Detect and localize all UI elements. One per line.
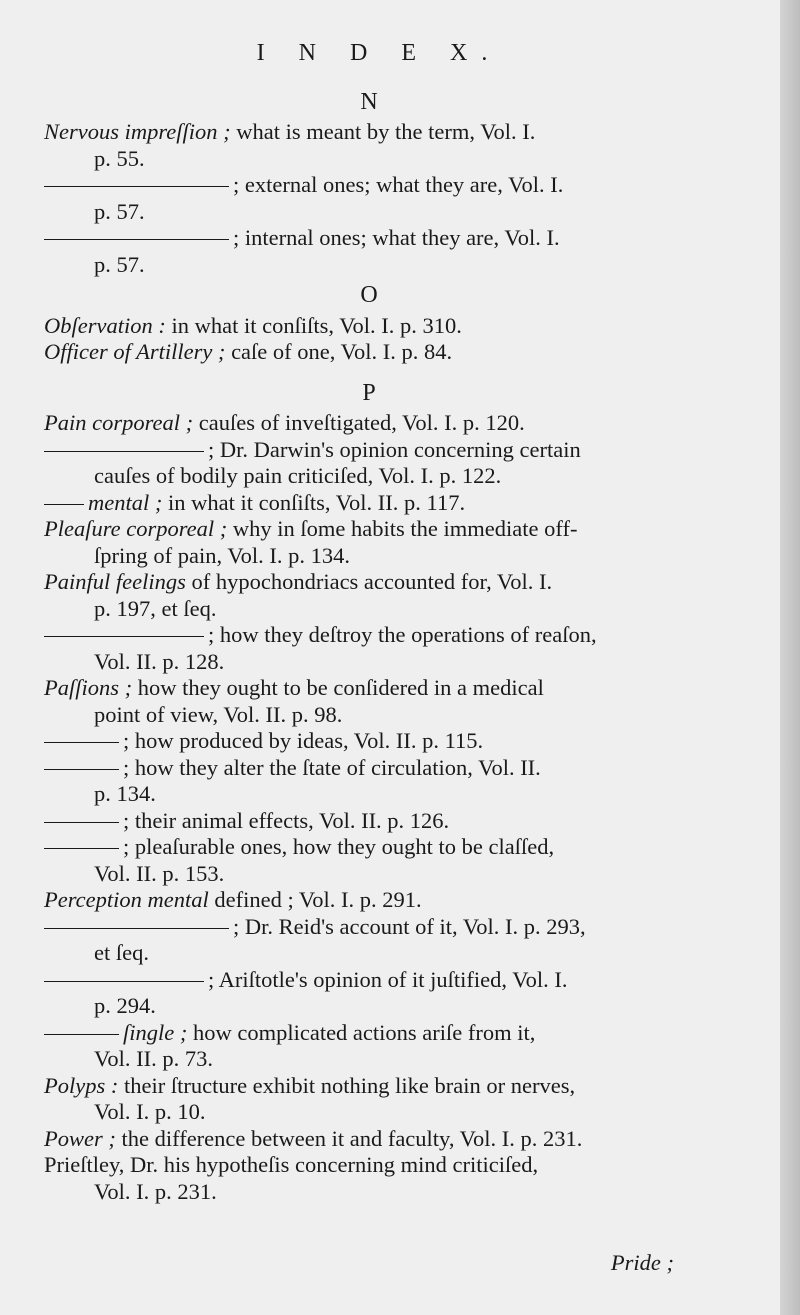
- index-entry: [44, 1020, 694, 1047]
- entry-heading: Pain corporeal ;: [44, 410, 194, 435]
- entry-text: ; Dr. Darwin's opinion concerning certain: [208, 436, 581, 462]
- entry-heading: Power ;: [44, 1125, 116, 1151]
- entry-heading: Pleaſure corporeal ;: [44, 516, 228, 541]
- entry-text: ; their animal effects, Vol. II. p. 126.: [123, 807, 450, 833]
- entry-heading: Painful feelings: [44, 569, 186, 594]
- entry-heading: Perception mental: [44, 887, 209, 912]
- entry-text: in what it conſiſts, Vol. II. p. 117.: [167, 489, 466, 515]
- entry-text: how they ought to be conſidered in a medical: [137, 675, 544, 700]
- index-entry: [44, 675, 694, 702]
- page-gutter: [780, 0, 800, 1315]
- entry-text: defined ; Vol. I. p. 291.: [214, 887, 422, 912]
- entry-continuation: et ſeq.: [94, 940, 149, 965]
- ditto-rule: [44, 636, 204, 637]
- entry-text: cauſes of inveſtigated, Vol. I. p. 120.: [198, 410, 525, 435]
- entry-text: ; how they deſtroy the operations of reaſon,: [208, 622, 597, 647]
- index-entry: [44, 1152, 694, 1179]
- ditto-rule: [44, 504, 84, 505]
- entry-text: Prieſtley, Dr. his hypotheſis concerning mind criticiſed,: [44, 1152, 539, 1177]
- entry-text: the difference between it and faculty, Vol. I. p. 231.: [121, 1125, 583, 1151]
- entry-heading: Paſſions ;: [44, 675, 133, 700]
- entry-heading: Nervous impreſſion ;: [44, 119, 231, 144]
- ditto-rule: [44, 451, 204, 452]
- ditto-rule: [44, 742, 119, 743]
- ditto-rule: [44, 239, 229, 240]
- index-entry: [44, 914, 694, 941]
- index-entry: [44, 887, 694, 914]
- ditto-rule: [44, 822, 119, 823]
- entry-text: ; Dr. Reid's account of it, Vol. I. p. 293,: [233, 913, 586, 939]
- index-entry: [44, 410, 694, 437]
- index-entry: [44, 569, 694, 596]
- page-title: I N D E X.: [256, 40, 502, 66]
- index-entry: [44, 1126, 694, 1153]
- section-letter-n: N: [360, 88, 378, 115]
- ditto-rule: [44, 928, 229, 929]
- index-entry: [44, 119, 694, 146]
- index-entry: [44, 339, 694, 366]
- entry-heading: ſingle ;: [123, 1019, 188, 1045]
- entry-continuation: p. 197, et ſeq.: [94, 595, 217, 621]
- index-entry: [44, 437, 694, 464]
- index-content: [44, 36, 694, 1205]
- index-entry: [44, 1073, 694, 1100]
- index-entry: [44, 755, 694, 782]
- section-letter-p: P: [362, 379, 376, 406]
- index-entry: [44, 490, 694, 517]
- entry-text: ; external ones; what they are, Vol. I.: [233, 172, 564, 197]
- entry-text: ; how they alter the ſtate of circulation, Vol. II.: [123, 754, 541, 780]
- entry-heading: Obſervation :: [44, 312, 166, 338]
- entry-continuation: p. 55.: [94, 145, 145, 171]
- index-entry: [44, 967, 694, 994]
- entry-continuation: Vol. I. p. 231.: [94, 1178, 217, 1204]
- entry-text: why in ſome habits the immediate off-: [232, 516, 578, 541]
- entry-continuation: ſpring of pain, Vol. I. p. 134.: [94, 542, 351, 568]
- ditto-rule: [44, 769, 119, 770]
- entry-text: their ſtructure exhibit nothing like brain or nerves,: [123, 1072, 576, 1098]
- entry-continuation: Vol. II. p. 73.: [94, 1046, 213, 1071]
- index-entry: [44, 313, 694, 340]
- index-entry: [44, 622, 694, 649]
- index-entry: [44, 728, 694, 755]
- ditto-rule: [44, 981, 204, 982]
- entry-text: in what it conſiſts, Vol. I. p. 310.: [171, 312, 462, 338]
- entry-continuation: p. 294.: [94, 993, 156, 1018]
- catchword: Pride ;: [610, 1250, 674, 1275]
- ditto-rule: [44, 186, 229, 187]
- entry-continuation: Vol. I. p. 10.: [94, 1099, 206, 1124]
- entry-text: ; Ariſtotle's opinion of it juſtified, Vol. I.: [208, 966, 568, 992]
- section-letter-o: O: [360, 282, 378, 308]
- entry-heading: Officer of Artillery ;: [44, 339, 226, 364]
- entry-text: ; pleaſurable ones, how they ought to be claſſed,: [123, 834, 555, 859]
- entry-text: ; internal ones; what they are, Vol. I.: [233, 225, 560, 250]
- index-entry: [44, 516, 694, 543]
- entry-text: what is meant by the term, Vol. I.: [236, 119, 536, 144]
- entry-continuation: cauſes of bodily pain criticiſed, Vol. I. p. 122.: [94, 463, 502, 488]
- entry-text: how complicated actions ariſe from it,: [192, 1019, 536, 1045]
- entry-continuation: p. 57.: [94, 251, 145, 277]
- ditto-rule: [44, 1034, 119, 1035]
- entry-heading: Polyps :: [44, 1072, 119, 1098]
- entry-text: ; how produced by ideas, Vol. II. p. 115.: [123, 728, 484, 753]
- entry-text: caſe of one, Vol. I. p. 84.: [231, 339, 453, 364]
- index-entry: [44, 834, 694, 861]
- entry-continuation: p. 134.: [94, 781, 156, 806]
- index-entry: [44, 225, 694, 252]
- entry-text: of hypochondriacs accounted for, Vol. I.: [191, 569, 553, 594]
- entry-continuation: p. 57.: [94, 198, 145, 224]
- ditto-rule: [44, 848, 119, 849]
- entry-continuation: Vol. II. p. 128.: [94, 648, 225, 674]
- entry-continuation: point of view, Vol. II. p. 98.: [94, 701, 343, 727]
- index-entry: [44, 808, 694, 835]
- entry-continuation: Vol. II. p. 153.: [94, 860, 225, 886]
- index-entry: [44, 172, 694, 199]
- entry-heading: mental ;: [88, 489, 163, 515]
